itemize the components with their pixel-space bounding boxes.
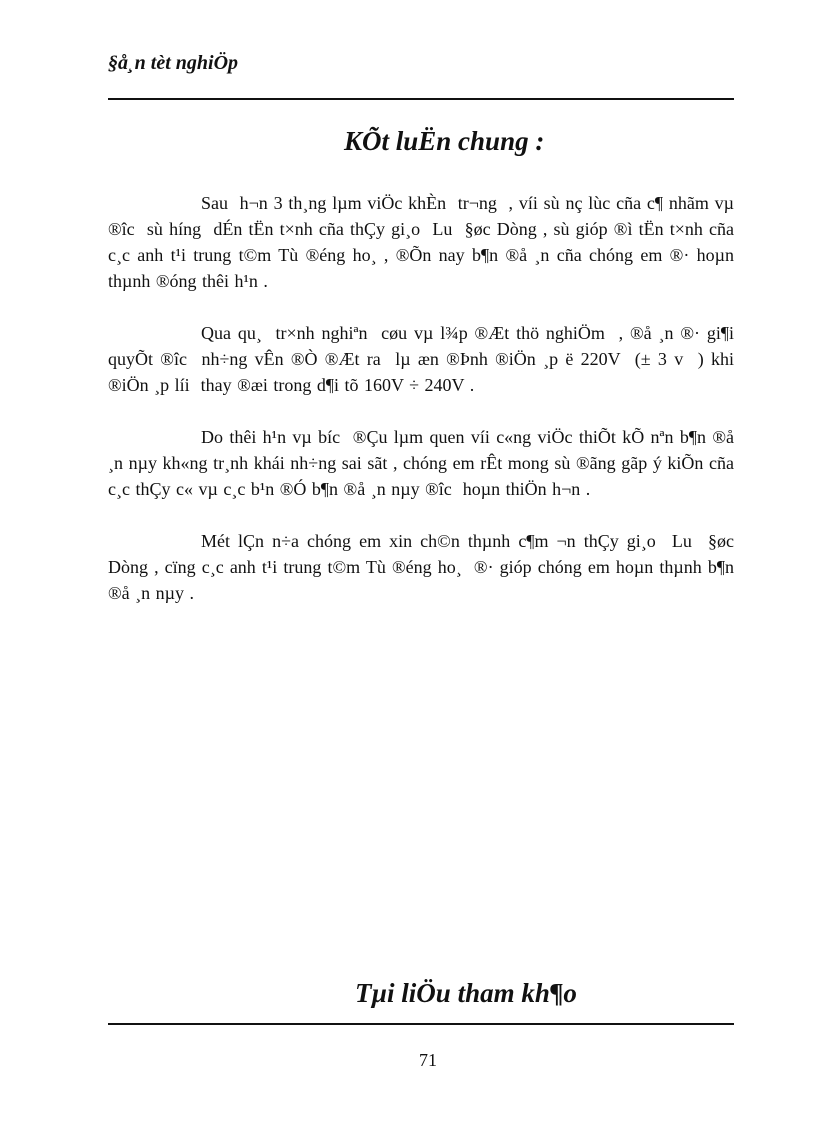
conclusion-heading: KÕt luËn chung : <box>344 126 545 156</box>
page-number: 71 <box>419 1050 437 1070</box>
document-header-title: §å¸n tèt nghiÖp <box>108 52 239 74</box>
conclusion-paragraph-4: Mét lÇn n÷a chóng em xin ch©n thµnh c¶m ¬n thÇy gi¸o Lu §øc Dòng , cïng c¸c anh t¹i trung t©m Tù ®éng ho¸ ®· gióp chóng em hoµn thµnh b¶n ®å ¸n nµy . <box>108 531 740 603</box>
conclusion-paragraph-1: Sau h¬n 3 th¸ng lµm viÖc khÈn tr¬ng , víi sù nç lùc cña c¶ nhãm vµ ®îc sù híng dÉn tËn t×nh cña thÇy gi¸o Lu §øc Dòng , sù gióp ®ì tËn t×nh cña c¸c anh t¹i trung t©m Tù ®éng ho¸ , ®Õn nay b¶n ®å ¸n cña chóng em ®· hoµn thµnh ®óng thêi h¹n . <box>108 193 740 291</box>
conclusion-paragraph-3: Do thêi h¹n vµ bíc ®Çu lµm quen víi c«ng viÖc thiÕt kÕ nªn b¶n ®å ¸n nµy kh«ng tr¸nh khái nh÷ng sai sãt , chóng em rÊt mong sù ®ãng gãp ý kiÕn cña c¸c thÇy c« vµ c¸c b¹n ®Ó b¶n ®å ¸n nµy ®îc hoµn thiÖn h¬n . <box>108 427 740 499</box>
conclusion-body <box>108 190 740 632</box>
references-heading: Tµi liÖu tham kh¶o <box>355 978 577 1008</box>
conclusion-paragraph-2: Qua qu¸ tr×nh nghiªn cøu vµ l¾p ®Æt thö nghiÖm , ®å ¸n ®· gi¶i quyÕt ®îc nh÷ng vÊn ®Ò ®Æt ra lµ æn ®Þnh ®iÖn ¸p ë 220V (± 3 v ) khi ®iÖn ¸p líi thay ®æi trong d¶i tõ 160V ÷ 240V . <box>108 323 740 395</box>
header-divider <box>108 98 734 100</box>
footer-divider <box>108 1023 734 1025</box>
